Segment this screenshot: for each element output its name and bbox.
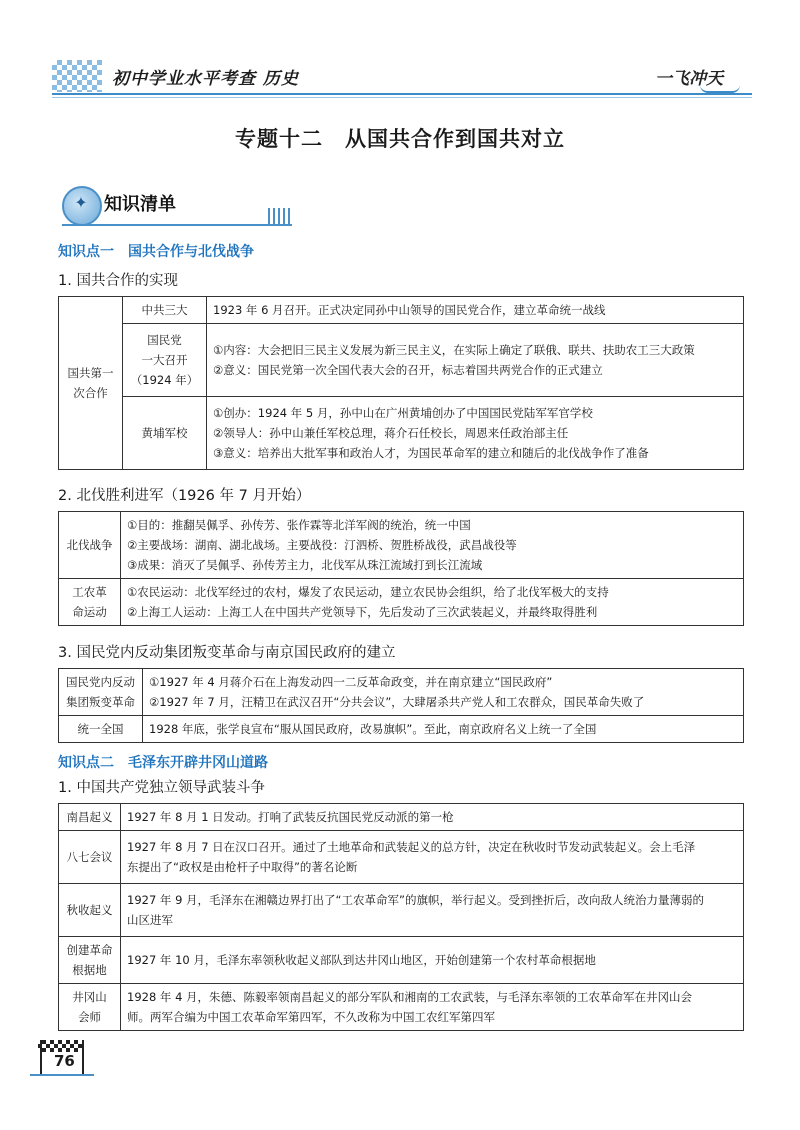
flag-pole-left — [40, 1040, 42, 1076]
row-label — [59, 669, 143, 716]
row-label — [59, 579, 121, 626]
content-line: 1923 年 6 月召开。正式决定同孙中山领导的国民党合作，建立革命统一战线 — [213, 303, 606, 317]
row-content — [121, 579, 744, 626]
content-line: ①目的：推翻吴佩孚、孙传芳、张作霖等北洋军阀的统治，统一中国 — [127, 518, 471, 532]
knowledge-point-heading: 知识点一 国共合作与北伐战争 — [58, 244, 254, 260]
content-line: 1927 年 8 月 7 日在汉口召开。通过了土地革命和武装起义的总方针，决定在秋收时节发动武装起义。会上毛泽 — [127, 840, 696, 854]
label-line: 命运动 — [72, 605, 107, 619]
knowledge-point-heading: 知识点二 毛泽东开辟井冈山道路 — [58, 755, 268, 771]
row-label — [59, 984, 121, 1031]
content-line: ③意义：培养出大批军事和政治人才，为国民革命军的建立和随后的北伐战争作了准备 — [213, 446, 649, 460]
table-row — [59, 297, 744, 324]
row-content — [143, 669, 744, 716]
table-betrayal — [58, 668, 744, 743]
brand-swoosh-icon — [700, 85, 740, 93]
group-label: 国共第一次合作 — [67, 366, 114, 400]
label-line: 国民党 — [147, 333, 182, 347]
section-ticks-decoration — [268, 208, 292, 224]
label-line: 工农革 — [72, 585, 107, 599]
row-label: 八七会议 — [59, 831, 121, 884]
label-line: 会师 — [78, 1010, 101, 1024]
header-divider-thin — [52, 97, 752, 98]
row-content — [121, 831, 744, 884]
topic-title: 专题十二 从国共合作到国共对立 — [235, 127, 565, 151]
content-line: ②1927 年 7 月，汪精卫在武汉召开“分共会议”，大肆屠杀共产党人和工农群众，国民革命失败了 — [149, 695, 645, 709]
content-line: 1928 年 4 月，朱德、陈毅率领南昌起义的部分军队和湘南的工农武装，与毛泽东率领的工农革命军在井冈山会 — [127, 990, 693, 1004]
table-northern-expedition — [58, 511, 744, 626]
content-line: ①内容：大会把旧三民主义发展为新三民主义，在实际上确定了联俄、联共、扶助农工三大政策 — [213, 343, 695, 357]
label-line: 一大召开 — [141, 353, 188, 367]
table-row — [59, 512, 744, 579]
subheading: 3. 国民党内反动集团叛变革命与南京国民政府的建立 — [58, 645, 396, 661]
table-row — [59, 669, 744, 716]
content-line: 山区进军 — [127, 913, 173, 927]
subheading: 1. 国共合作的实现 — [58, 273, 178, 289]
row-label — [123, 324, 207, 397]
table-row — [59, 579, 744, 626]
row-content — [207, 397, 744, 470]
checkered-flag-icon — [38, 1040, 84, 1052]
label-line: （1924 年） — [130, 373, 199, 387]
content-line: ③成果：消灭了吴佩孚、孙传芳主力，北伐军从珠江流域打到长江流域 — [127, 558, 483, 572]
subheading: 1. 中国共产党独立领导武装斗争 — [58, 780, 265, 796]
table-row — [59, 884, 744, 937]
row-label: 黄埔军校 — [123, 397, 207, 470]
row-content — [121, 884, 744, 937]
label-line: 国民党内反动 — [66, 675, 135, 689]
content-line: 1927 年 10 月，毛泽东率领秋收起义部队到达井冈山地区，开始创建第一个农村革命根据地 — [127, 953, 596, 967]
table-row — [59, 984, 744, 1031]
content-line: ②主要战场：湖南、湖北战场。主要战役：汀泗桥、贺胜桥战役，武昌战役等 — [127, 538, 517, 552]
table-row — [59, 937, 744, 984]
label-line: 根据地 — [72, 963, 107, 977]
table-row — [59, 324, 744, 397]
page-number: 76 — [54, 1052, 75, 1070]
row-content — [121, 804, 744, 831]
label-line: 集团叛变革命 — [66, 695, 135, 709]
row-content — [121, 512, 744, 579]
content-line: 1927 年 9 月，毛泽东在湘赣边界打出了“工农革命军”的旗帜，举行起义。受到挫折后，改向敌人统治力量薄弱的 — [127, 893, 704, 907]
header-brand: 一飞冲天 — [655, 69, 723, 89]
row-label: 统一全国 — [59, 716, 143, 743]
table-row — [59, 804, 744, 831]
subheading: 2. 北伐胜利进军（1926 年 7 月开始） — [58, 488, 311, 504]
content-line: ②意义：国民党第一次全国代表大会的召开，标志着国共两党合作的正式建立 — [213, 363, 603, 377]
section-rule — [62, 224, 292, 226]
table-row — [59, 397, 744, 470]
table-cooperation — [58, 296, 744, 470]
header-checker-decoration — [52, 60, 102, 92]
row-content — [143, 716, 744, 743]
content-line: ①创办：1924 年 5 月，孙中山在广州黄埔创办了中国国民党陆军军官学校 — [213, 406, 593, 420]
row-content — [207, 324, 744, 397]
table-row — [59, 831, 744, 884]
content-line: ①农民运动：北伐军经过的农村，爆发了农民运动，建立农民协会组织，给了北伐军极大的支持 — [127, 585, 609, 599]
table-armed-struggle — [58, 803, 744, 1031]
row-label: 中共三大 — [123, 297, 207, 324]
content-line: 1927 年 8 月 1 日发动。打响了武装反抗国民党反动派的第一枪 — [127, 810, 454, 824]
label-line: 井冈山 — [72, 990, 107, 1004]
section-title: 知识清单 — [104, 194, 176, 215]
table-row — [59, 716, 744, 743]
row-content — [121, 937, 744, 984]
header-divider — [52, 93, 752, 95]
content-line: ②领导人：孙中山兼任军校总理，蒋介石任校长，周恩来任政治部主任 — [213, 426, 569, 440]
content-line: ②上海工人运动：上海工人在中国共产党领导下，先后发动了三次武装起义，并最终取得胜利 — [127, 605, 598, 619]
content-line: 1928 年底，张学良宣布“服从国民政府，改易旗帜”。至此，南京政府名义上统一了全国 — [149, 722, 597, 736]
row-label: 北伐战争 — [59, 512, 121, 579]
row-label: 秋收起义 — [59, 884, 121, 937]
row-content — [121, 984, 744, 1031]
row-content — [207, 297, 744, 324]
flag-pole-right — [82, 1040, 84, 1076]
content-line: 东提出了“政权是由枪杆子中取得”的著名论断 — [127, 860, 358, 874]
label-line: 创建革命 — [66, 943, 113, 957]
page-number-base — [30, 1074, 94, 1076]
content-line: 师。两军合编为中国工农革命军第四军，不久改称为中国工农红军第四军 — [127, 1010, 495, 1024]
row-label — [59, 937, 121, 984]
puzzle-icon: ✦ — [74, 193, 88, 212]
row-label: 南昌起义 — [59, 804, 121, 831]
content-line: ①1927 年 4 月蒋介石在上海发动四一二反革命政变，并在南京建立“国民政府” — [149, 675, 553, 689]
header-title: 初中学业水平考查 历史 — [112, 69, 299, 89]
group-cell — [59, 297, 123, 470]
